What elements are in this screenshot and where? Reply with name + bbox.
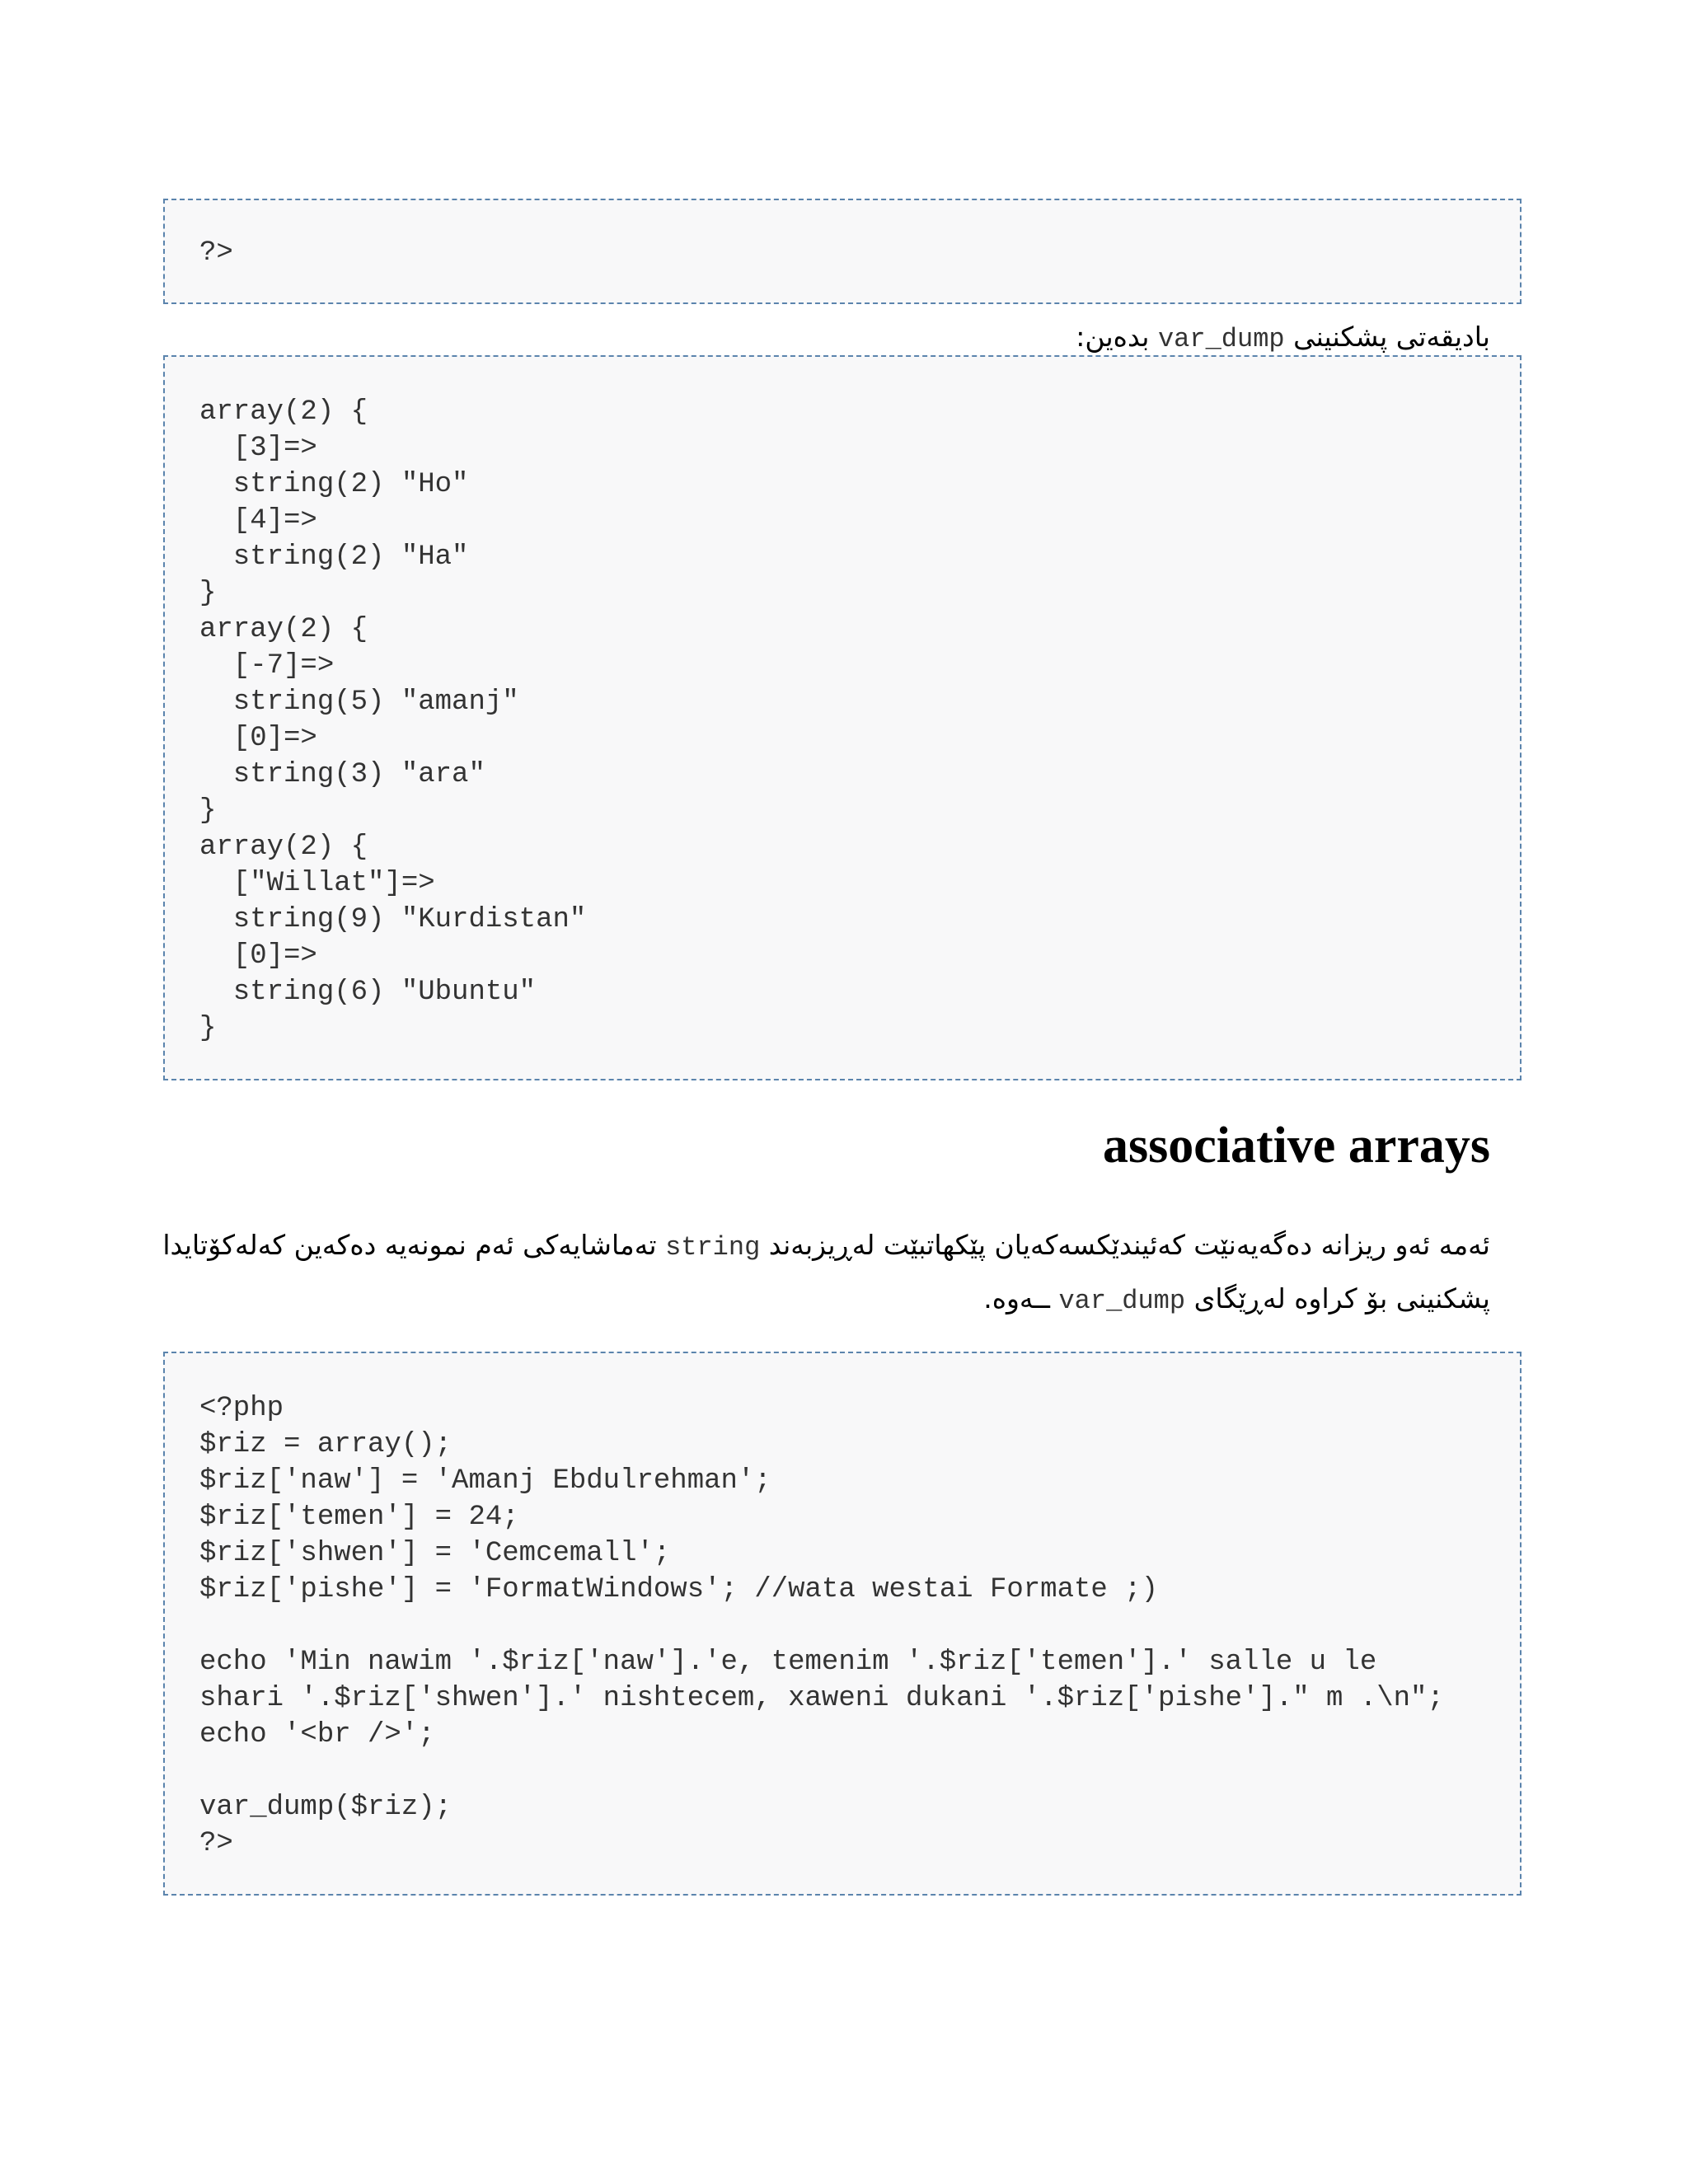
- section-heading: associative arrays: [1102, 1118, 1490, 1174]
- paragraph-text: تەماشایەکی ئەم نمونەیە دەکەین کەلەکۆتایدا: [162, 1229, 666, 1261]
- code-block-var-dump-output: [163, 355, 1522, 1080]
- code-text: <?php $riz = array(); $riz['naw'] = 'Amanj Ebdulrehman'; $riz['temen'] = 24; $riz['shwen'] = 'Cemcemall'; $riz['pishe'] = 'FormatWindows'; //wata westai Formate ;) echo 'Min nawim '.$riz['naw'].'e, temenim '.$riz['temen'].' salle u le shari '.$riz['shwen'].' nishtecem, xaweni dukani '.$riz['pishe']." m .\n"; echo '<br />'; var_dump($riz); ?>: [199, 1393, 1444, 1859]
- paragraph-line-1: [162, 1220, 1490, 1273]
- section-paragraph: [162, 1220, 1490, 1327]
- paragraph-text: ــەوە.: [983, 1282, 1059, 1315]
- intro-text-after: بدەین:: [1076, 321, 1158, 353]
- paragraph-text: پشکنینی بۆ کراوە لەڕێگای: [1185, 1282, 1490, 1315]
- paragraph-line-2: [162, 1273, 1490, 1327]
- code-block-closing-tag: [163, 199, 1522, 304]
- var-dump-intro-line: [1076, 316, 1490, 360]
- code-text: ?>: [199, 237, 233, 269]
- code-block-php-example: [163, 1352, 1522, 1896]
- inline-code-var-dump: var_dump: [1058, 1286, 1186, 1316]
- intro-text-before: بادیقەتی پشکنینی: [1284, 321, 1490, 353]
- inline-code-var-dump: var_dump: [1157, 324, 1285, 354]
- code-text: array(2) { [3]=> string(2) "Ho" [4]=> string(2) "Ha" } array(2) { [-7]=> string(5) "amanj" [0]=> string(3) "ara" } array(2) { ["Willat"]=> string(9) "Kurdistan" [0]=> string(6) "Ubuntu" }: [199, 396, 587, 1044]
- inline-code-string: string: [665, 1232, 761, 1263]
- paragraph-text: ئەمە ئەو ریزانە دەگەیەنێت کەئیندێکسەکەیان پێکهاتبێت لەڕیزبەند: [760, 1229, 1490, 1261]
